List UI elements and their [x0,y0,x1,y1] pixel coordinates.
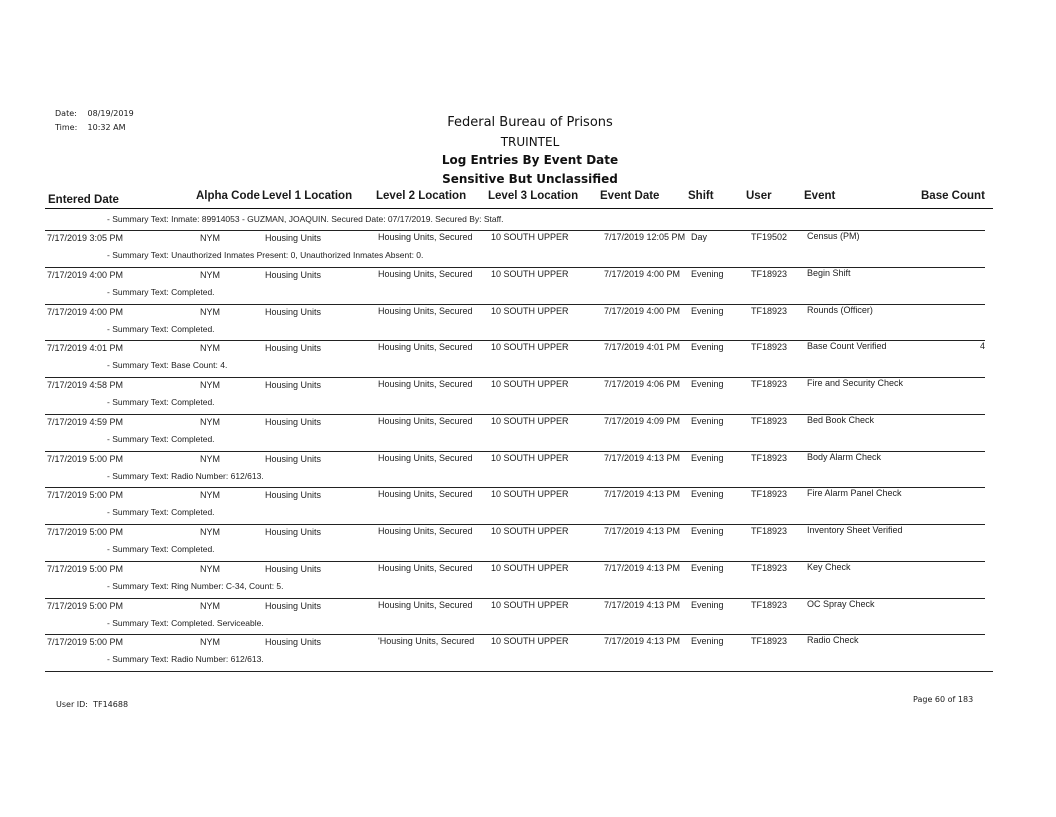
cell-entered-date: 7/17/2019 3:05 PM [47,233,124,243]
cell-shift: Day [691,232,708,242]
cell-shift: Evening [691,599,724,610]
cell-level2-location: Housing Units, Secured [378,305,473,316]
cell-alpha-code: NYM [200,380,220,390]
cell-alpha-code: NYM [200,269,220,280]
cell-level1-location: Housing Units [265,563,322,574]
cell-alpha-code: NYM [200,490,220,501]
cell-shift: Evening [691,452,724,463]
col-base-count: Base Count [921,190,985,202]
cell-shift: Evening [691,562,724,573]
cell-event: Key Check [807,561,851,572]
cell-level2-location: Housing Units, Secured [378,489,473,500]
cell-user: TF18923 [751,599,788,610]
cell-level1-location: Housing Units [265,490,322,501]
cell-user: TF18923 [751,415,788,426]
cell-alpha-code: NYM [200,527,220,537]
cell-event: Fire and Security Check [807,378,904,388]
classification-label: Sensitive But Unclassified [442,171,618,186]
cell-level3-location: 10 SOUTH UPPER [491,599,569,610]
cell-level3-location: 10 SOUTH UPPER [491,489,569,500]
cell-event-date: 7/17/2019 4:13 PM [604,452,681,463]
cell-alpha-code: NYM [200,416,220,427]
row-summary-text: - Summary Text: Ring Number: C-34, Count: 5. [107,580,284,591]
cell-entered-date: 7/17/2019 5:00 PM [47,527,124,537]
cell-user: TF18923 [751,526,788,536]
col-shift: Shift [688,190,714,202]
cell-event: Fire Alarm Panel Check [807,488,902,499]
cell-level3-location: 10 SOUTH UPPER [491,232,569,242]
cell-entered-date: 7/17/2019 4:00 PM [47,269,124,280]
header-rule [45,208,993,209]
cell-user: TF18923 [751,636,788,647]
cell-level1-location: Housing Units [265,306,322,317]
cell-event: Bed Book Check [807,414,875,425]
cell-entered-date: 7/17/2019 5:00 PM [47,490,124,501]
cell-shift: Evening [691,526,724,536]
row-summary-text: - Summary Text: Completed. [107,507,215,518]
col-event: Event [804,190,836,202]
cell-level1-location: Housing Units [265,527,322,537]
cell-level3-location: 10 SOUTH UPPER [491,268,569,279]
row-summary-text: - Summary Text: Unauthorized Inmates Present: 0, Unauthorized Inmates Absent: 0. [107,250,424,260]
cell-level3-location: 10 SOUTH UPPER [491,636,569,647]
report-time [55,123,126,132]
cell-event-date: 7/17/2019 4:01 PM [604,342,681,353]
cell-level1-location: Housing Units [265,343,322,354]
cell-user: TF18923 [751,268,788,279]
time-value: 10:32 AM [87,123,126,132]
page-number: Page 60 of 183 [913,695,974,704]
cell-level1-location: Housing Units [265,269,322,280]
date-value: 08/19/2019 [87,109,134,118]
cell-event: Inventory Sheet Verified [807,525,903,535]
cell-user: TF18923 [751,562,788,573]
cell-entered-date: 7/17/2019 4:00 PM [47,306,124,317]
cell-alpha-code: NYM [200,453,220,464]
row-summary-text: - Summary Text: Completed. [107,323,215,334]
col-level3-location: Level 3 Location [488,190,579,202]
cell-entered-date: 7/17/2019 5:00 PM [47,563,124,574]
row-summary-text: - Summary Text: Completed. [107,433,215,444]
cell-level3-location: 10 SOUTH UPPER [491,305,569,316]
cell-alpha-code: NYM [200,306,220,317]
cell-level2-location: 'Housing Units, Secured [378,636,475,647]
cell-alpha-code: NYM [200,233,220,243]
report-header [380,114,680,188]
cell-event-date: 7/17/2019 4:13 PM [604,562,681,573]
report-date [55,109,134,118]
cell-entered-date: 7/17/2019 4:58 PM [47,380,124,390]
date-label: Date: [55,109,77,118]
cell-level2-location: Housing Units, Secured [378,379,473,389]
cell-event: Begin Shift [807,267,851,278]
user-id-label: User ID: [56,700,88,709]
col-level2-location: Level 2 Location [376,190,467,202]
col-alpha-code: Alpha Code [196,190,260,202]
cell-event-date: 7/17/2019 12:05 PM [604,232,686,242]
cell-entered-date: 7/17/2019 4:01 PM [47,343,124,354]
cell-shift: Evening [691,342,724,353]
cell-alpha-code: NYM [200,600,220,611]
cell-entered-date: 7/17/2019 5:00 PM [47,637,124,648]
cell-user: TF18923 [751,379,788,389]
cell-level1-location: Housing Units [265,416,322,427]
cell-event: Census (PM) [807,231,860,241]
cell-level3-location: 10 SOUTH UPPER [491,415,569,426]
cell-event-date: 7/17/2019 4:06 PM [604,379,681,389]
cell-level2-location: Housing Units, Secured [378,415,473,426]
cell-shift: Evening [691,636,724,647]
row-summary-text: - Summary Text: Completed. [107,397,215,407]
cell-level1-location: Housing Units [265,380,322,390]
col-event-date: Event Date [600,190,660,202]
row-summary-text: - Summary Text: Radio Number: 612/613. [107,654,264,665]
row-summary-text: - Summary Text: Completed. [107,286,215,297]
agency-title: Federal Bureau of Prisons [447,115,613,130]
col-user: User [746,190,772,202]
cell-level3-location: 10 SOUTH UPPER [491,452,569,463]
row-summary-text: - Summary Text: Completed. [107,544,215,554]
cell-shift: Evening [691,379,724,389]
cell-level1-location: Housing Units [265,233,322,243]
footer-user-id [56,700,128,709]
top-summary-text: - Summary Text: Inmate: 89914053 - GUZMAN, JOAQUIN. Secured Date: 07/17/2019. Secured By: Staff. [107,214,504,224]
row-summary-text: - Summary Text: Base Count: 4. [107,360,228,371]
col-level1-location: Level 1 Location [262,190,353,202]
cell-level3-location: 10 SOUTH UPPER [491,526,569,536]
cell-level2-location: Housing Units, Secured [378,342,473,353]
cell-shift: Evening [691,415,724,426]
row-summary-text: - Summary Text: Radio Number: 612/613. [107,470,264,481]
cell-entered-date: 7/17/2019 5:00 PM [47,453,124,464]
cell-event: Base Count Verified [807,341,887,352]
cell-user: TF18923 [751,305,788,316]
user-id-value: TF14688 [93,700,129,709]
cell-event-date: 7/17/2019 4:00 PM [604,268,681,279]
cell-event-date: 7/17/2019 4:13 PM [604,599,681,610]
system-title: TRUINTEL [500,134,560,149]
cell-user: TF18923 [751,489,788,500]
cell-shift: Evening [691,305,724,316]
cell-event: OC Spray Check [807,598,875,609]
cell-user: TF18923 [751,342,788,353]
cell-user: TF19502 [751,232,788,242]
cell-event-date: 7/17/2019 4:00 PM [604,305,681,316]
cell-alpha-code: NYM [200,637,220,648]
cell-event: Rounds (Officer) [807,304,873,315]
cell-alpha-code: NYM [200,343,220,354]
cell-level1-location: Housing Units [265,637,322,648]
cell-user: TF18923 [751,452,788,463]
cell-event: Body Alarm Check [807,451,882,462]
cell-level2-location: Housing Units, Secured [378,599,473,610]
cell-entered-date: 7/17/2019 4:59 PM [47,416,124,427]
report-title: Log Entries By Event Date [441,153,619,167]
table-bottom-rule [45,671,993,672]
cell-event-date: 7/17/2019 4:13 PM [604,489,681,500]
cell-level3-location: 10 SOUTH UPPER [491,342,569,353]
cell-shift: Evening [691,268,724,279]
row-summary-text: - Summary Text: Completed. Serviceable. [107,617,264,628]
cell-shift: Evening [691,489,724,500]
cell-event-date: 7/17/2019 4:13 PM [604,526,681,536]
cell-alpha-code: NYM [200,563,220,574]
cell-level2-location: Housing Units, Secured [378,562,473,573]
cell-level3-location: 10 SOUTH UPPER [491,562,569,573]
cell-entered-date: 7/17/2019 5:00 PM [47,600,124,611]
cell-event: Radio Check [807,635,859,646]
cell-level1-location: Housing Units [265,453,322,464]
cell-base-count: 4 [979,341,985,352]
cell-level3-location: 10 SOUTH UPPER [491,379,569,389]
time-label: Time: [55,123,78,132]
cell-event-date: 7/17/2019 4:09 PM [604,415,681,426]
cell-event-date: 7/17/2019 4:13 PM [604,636,681,647]
cell-level1-location: Housing Units [265,600,322,611]
cell-level2-location: Housing Units, Secured [378,268,473,279]
cell-level2-location: Housing Units, Secured [378,452,473,463]
cell-level2-location: Housing Units, Secured [378,526,473,536]
cell-level2-location: Housing Units, Secured [378,232,473,242]
col-entered-date: Entered Date [48,194,119,206]
